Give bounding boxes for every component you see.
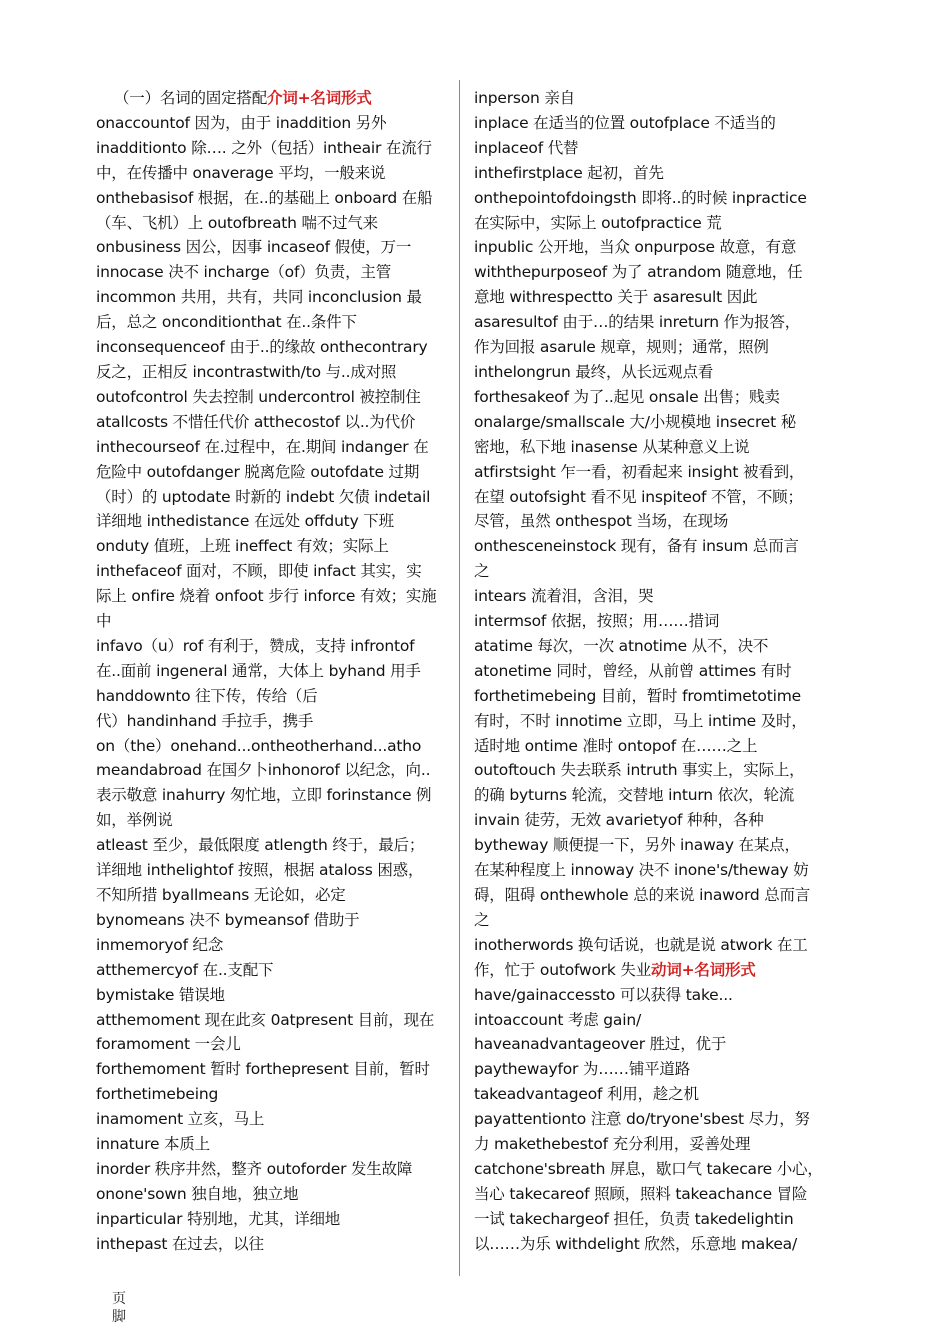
text-line: innature 本质上 xyxy=(96,1135,210,1154)
text-line: inparticular 特别地，尤其，详细地 xyxy=(96,1209,341,1228)
text-line: intears 流着泪，含泪，哭 xyxy=(474,587,654,606)
text-line: （时）的 uptodate 时新的 indebt 欠债 indetail xyxy=(96,487,431,506)
text-line: 在某种程度上 innoway 决不 inone's/theway 妨 xyxy=(474,861,809,880)
text-line: atfirstsight 乍一看，初看起来 insight 被看到， xyxy=(474,462,805,481)
text-line-mixed xyxy=(474,958,826,983)
text-line: forthemoment 暂时 forthepresent 目前，暂时 xyxy=(96,1060,430,1079)
text-line: 力 makethebestof 充分利用，妥善处理 xyxy=(474,1135,751,1154)
subheading-highlight: 动词+名词形式 xyxy=(651,960,756,979)
line-text: 作，忙于 outofwork 失业 xyxy=(474,960,652,979)
text-line: 代）handinhand 手拉手，携手 xyxy=(96,711,314,730)
text-line: forthesakeof 为了..起见 onsale 出售；贱卖 xyxy=(474,387,780,406)
column-divider xyxy=(459,80,460,1276)
text-line: 详细地 inthedistance 在远处 offduty 下班 xyxy=(96,512,394,531)
left-column xyxy=(96,86,448,1257)
text-line: 详细地 inthelightof 按照，根据 ataloss 困惑， xyxy=(96,861,424,880)
text-line: onthebasisof 根据，在..的基础上 onboard 在船 xyxy=(96,188,433,207)
text-line: 密地，私下地 inasense 从某种意义上说 xyxy=(474,437,750,456)
heading-highlight: 介词+名词形式 xyxy=(267,89,372,107)
text-line: intoaccount 考虑 gain/ xyxy=(474,1010,641,1029)
text-line: bytheway 顺便提一下，另外 inaway 在某点， xyxy=(474,836,800,855)
text-line: 意地 withrespectto 关于 asaresult 因此 xyxy=(474,288,758,307)
footer-char: 页 xyxy=(112,1291,126,1307)
text-line: invain 徒劳，无效 avarietyof 种种，各种 xyxy=(474,811,764,830)
text-line: intermsof 依据，按照；用……措词 xyxy=(474,612,720,631)
text-line: catchone'sbreath 屏息，歇口气 takecare 小心， xyxy=(474,1159,823,1178)
text-line: infavo（u）rof 有利于，赞成，支持 infrontof xyxy=(96,636,415,655)
text-line: 一试 takechargeof 担任，负责 takedelightin xyxy=(474,1209,794,1228)
page-footer xyxy=(112,1290,130,1326)
text-line: 当心 takecareof 照顾，照料 takeachance 冒险 xyxy=(474,1184,808,1203)
text-line: 尽管，虽然 onthespot 当场，在现场 xyxy=(474,512,729,531)
text-line: inamoment 立亥，马上 xyxy=(96,1110,265,1129)
text-line: withthepurposeof 为了 atrandom 随意地，任 xyxy=(474,263,803,282)
text-line: onone'sown 独自地，独立地 xyxy=(96,1184,299,1203)
text-line: meandabroad 在国夕卜inhonorof 以纪念，向.. xyxy=(96,761,431,780)
heading-prefix: （一）名词的固定搭配 xyxy=(114,89,268,107)
text-line: 碍，阻碍 onthewhole 总的来说 inaword 总而言 xyxy=(474,886,811,904)
text-line: inotherwords 换句话说，也就是说 atwork 在工 xyxy=(474,935,808,954)
section-heading xyxy=(96,86,448,111)
right-column xyxy=(474,86,826,1257)
text-line: 作为回报 asarule 规章，规则；通常，照例 xyxy=(474,338,769,357)
text-line: haveanadvantageover 胜过，优于 xyxy=(474,1035,727,1054)
text-line: atonetime 同时，曾经，从前曾 attimes 有时 xyxy=(474,661,792,680)
text-line: 之 xyxy=(474,562,490,581)
text-line: foramoment 一会儿 xyxy=(96,1035,241,1054)
text-line: forthetimebeing xyxy=(96,1085,219,1104)
text-line: atallcosts 不惜任代价 atthecostof 以..为代价 xyxy=(96,412,416,431)
text-line: inthecourseof 在.过程中，在.期间 indanger 在 xyxy=(96,437,429,456)
text-line: onthepointofdoingsth 即将..的时候 inpractice xyxy=(474,188,807,207)
text-line: onduty 值班，上班 ineffect 有效；实际上 xyxy=(96,537,389,556)
text-line: have/gainaccessto 可以获得 take... xyxy=(474,985,733,1004)
text-line: payattentionto 注意 do/tryone'sbest 尽力，努 xyxy=(474,1110,810,1129)
text-line: onalarge/smallscale 大/小规模地 insecret 秘 xyxy=(474,412,797,431)
text-line: 适时地 ontime 准时 ontopof 在……之上 xyxy=(474,736,758,755)
text-line: 在实际中，实际上 outofpractice 荒 xyxy=(474,213,722,232)
text-line: handdownto 往下传，传给（后 xyxy=(96,686,318,705)
text-line: takeadvantageof 利用，趁之机 xyxy=(474,1085,699,1104)
text-line: 危险中 outofdanger 脱离危险 outofdate 过期 xyxy=(96,462,420,481)
text-line: inorder 秩序井然，整齐 outoforder 发生故障 xyxy=(96,1159,413,1178)
text-line: forthetimebeing 目前，暂时 fromtimetotime xyxy=(474,686,801,705)
text-line: inthepast 在过去，以往 xyxy=(96,1234,264,1253)
text-line: bymistake 错误地 xyxy=(96,985,225,1004)
text-line: 的确 byturns 轮流，交替地 inturn 依次，轮流 xyxy=(474,786,795,805)
text-line: 不知所措 byallmeans 无论如，必定 xyxy=(96,886,346,904)
text-line: atthemoment 现在此亥 0atpresent 目前，现在 xyxy=(96,1010,435,1029)
text-line: atthemercyof 在..支配下 xyxy=(96,960,274,979)
text-line: atatime 每次，一次 atnotime 从不，决不 xyxy=(474,636,769,655)
text-line: （车、飞机）上 outofbreath 喘不过气来 xyxy=(96,213,378,232)
text-line: 之 xyxy=(474,910,490,929)
text-line: incommon 共用，共有，共同 inconclusion 最 xyxy=(96,288,422,307)
text-line: 际上 onfire 烧着 onfoot 步行 inforce 有效；实施 xyxy=(96,587,437,606)
text-line: inconsequenceof 由于..的缘故 onthecontrary xyxy=(96,338,428,357)
text-line: outoftouch 失去联系 intruth 事实上，实际上， xyxy=(474,761,805,780)
text-line: paythewayfor 为……铺平道路 xyxy=(474,1060,691,1079)
text-line: atleast 至少，最低限度 atlength 终于，最后； xyxy=(96,836,425,855)
text-line: 有时，不时 innotime 立即，马上 intime 及时， xyxy=(474,711,807,730)
text-line: outofcontrol 失去控制 undercontrol 被控制住 xyxy=(96,387,421,406)
text-line: onbusiness 因公，因事 incaseof 假使，万一 xyxy=(96,238,412,257)
text-line: 后，总之 onconditionthat 在..条件下 xyxy=(96,313,357,332)
text-line: inthefaceof 面对，不顾，即使 infact 其实，实 xyxy=(96,562,422,581)
text-line: inmemoryof 纪念 xyxy=(96,935,224,954)
text-line: inthelongrun 最终，从长远观点看 xyxy=(474,362,714,381)
text-line: inplaceof 代替 xyxy=(474,138,579,157)
text-line: onthesceneinstock 现有，备有 insum 总而言 xyxy=(474,537,799,556)
text-line: 中，在传播中 onaverage 平均，一般来说 xyxy=(96,163,386,182)
text-line: inadditionto 除…. 之外（包括）intheair 在流行 xyxy=(96,138,432,157)
text-line: 在望 outofsight 看不见 inspiteof 不管，不顾； xyxy=(474,487,803,506)
text-line: inplace 在适当的位置 outofplace 不适当的 xyxy=(474,113,776,132)
text-line: innocase 决不 incharge（of）负责，主管 xyxy=(96,263,392,282)
text-line: 反之，正相反 incontrastwith/to 与..成对照 xyxy=(96,362,397,381)
text-line: 中 xyxy=(96,612,112,631)
text-line: 如，举例说 xyxy=(96,811,173,830)
text-line: 在..面前 ingeneral 通常，大体上 byhand 用手 xyxy=(96,661,421,680)
text-line: inpublic 公开地，当众 onpurpose 故意，有意 xyxy=(474,238,797,257)
text-line: on（the）onehand...ontheotherhand...atho xyxy=(96,736,422,755)
text-line: bynomeans 决不 bymeansof 借助于 xyxy=(96,910,360,929)
text-line: 表示敬意 inahurry 匆忙地，立即 forinstance 例 xyxy=(96,786,432,805)
text-line: inthefirstplace 起初，首先 xyxy=(474,163,664,182)
text-line: onaccountof 因为，由于 inaddition 另外 xyxy=(96,113,387,132)
text-line: asaresultof 由于…的结果 inreturn 作为报答， xyxy=(474,313,801,332)
footer-char: 脚 xyxy=(112,1309,126,1325)
text-line: inperson 亲自 xyxy=(474,89,575,107)
text-line: 以……为乐 withdelight 欣然，乐意地 makea/ xyxy=(474,1234,797,1253)
